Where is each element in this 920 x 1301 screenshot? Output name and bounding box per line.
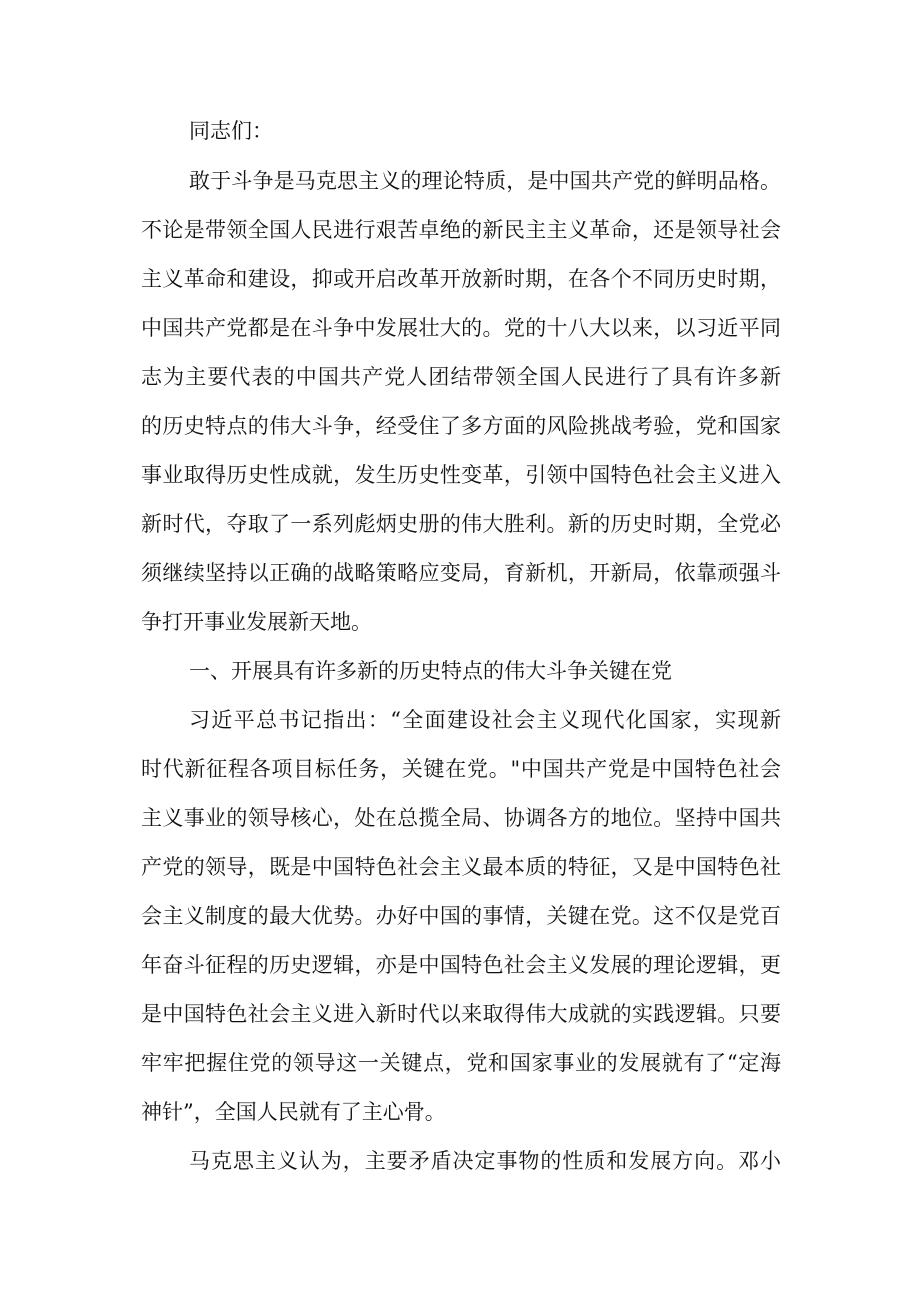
paragraph-line: 主义事业的领导核心，处在总揽全局、协调各方的地位。坚持中国共 bbox=[141, 806, 781, 830]
paragraph-line: 主义革命和建设，抑或开启改革开放新时期，在各个不同历史时期， bbox=[141, 267, 781, 291]
paragraph-line: 是中国特色社会主义进入新时代以来取得伟大成就的实践逻辑。只要 bbox=[141, 1002, 781, 1026]
section-heading: 一、开展具有许多新的历史特点的伟大斗争关键在党 bbox=[189, 659, 672, 683]
paragraph-line: 牢牢把握住党的领导这一关键点，党和国家事业的发展就有了“定海 bbox=[141, 1051, 781, 1075]
paragraph-line: 新时代，夺取了一系列彪炳史册的伟大胜利。新的历史时期，全党必 bbox=[141, 512, 781, 536]
paragraph-line: 时代新征程各项目标任务，关键在党。"中国共产党是中国特色社会 bbox=[141, 757, 781, 781]
paragraph-line: 不论是带领全国人民进行艰苦卓绝的新民主主义革命，还是领导社会 bbox=[141, 218, 781, 242]
paragraph-line: 争打开事业发展新天地。 bbox=[141, 610, 372, 634]
paragraph-line: 志为主要代表的中国共产党人团结带领全国人民进行了具有许多新 bbox=[141, 365, 781, 389]
paragraph-line: 须继续坚持以正确的战略策略应变局，育新机，开新局，依靠顽强斗 bbox=[141, 561, 781, 585]
paragraph-line: 产党的领导，既是中国特色社会主义最本质的特征，又是中国特色社 bbox=[141, 855, 781, 879]
paragraph-line: 神针”，全国人民就有了主心骨。 bbox=[141, 1100, 446, 1124]
paragraph-line: 会主义制度的最大优势。办好中国的事情，关键在党。这不仅是党百 bbox=[141, 904, 781, 928]
paragraph-line: 年奋斗征程的历史逻辑，亦是中国特色社会主义发展的理论逻辑，更 bbox=[141, 953, 781, 977]
paragraph-line: 马克思主义认为，主要矛盾决定事物的性质和发展方向。邓小 bbox=[189, 1149, 781, 1173]
paragraph-line: 中国共产党都是在斗争中发展壮大的。党的十八大以来，以习近平同 bbox=[141, 316, 781, 340]
paragraph-line: 习近平总书记指出：“全面建设社会主义现代化国家，实现新 bbox=[189, 708, 781, 732]
salutation: 同志们： bbox=[189, 119, 273, 143]
paragraph-line: 敢于斗争是马克思主义的理论特质，是中国共产党的鲜明品格。 bbox=[189, 169, 781, 193]
paragraph-line: 的历史特点的伟大斗争，经受住了多方面的风险挑战考验，党和国家 bbox=[141, 414, 781, 438]
paragraph-line: 事业取得历史性成就，发生历史性变革，引领中国特色社会主义进入 bbox=[141, 463, 781, 487]
